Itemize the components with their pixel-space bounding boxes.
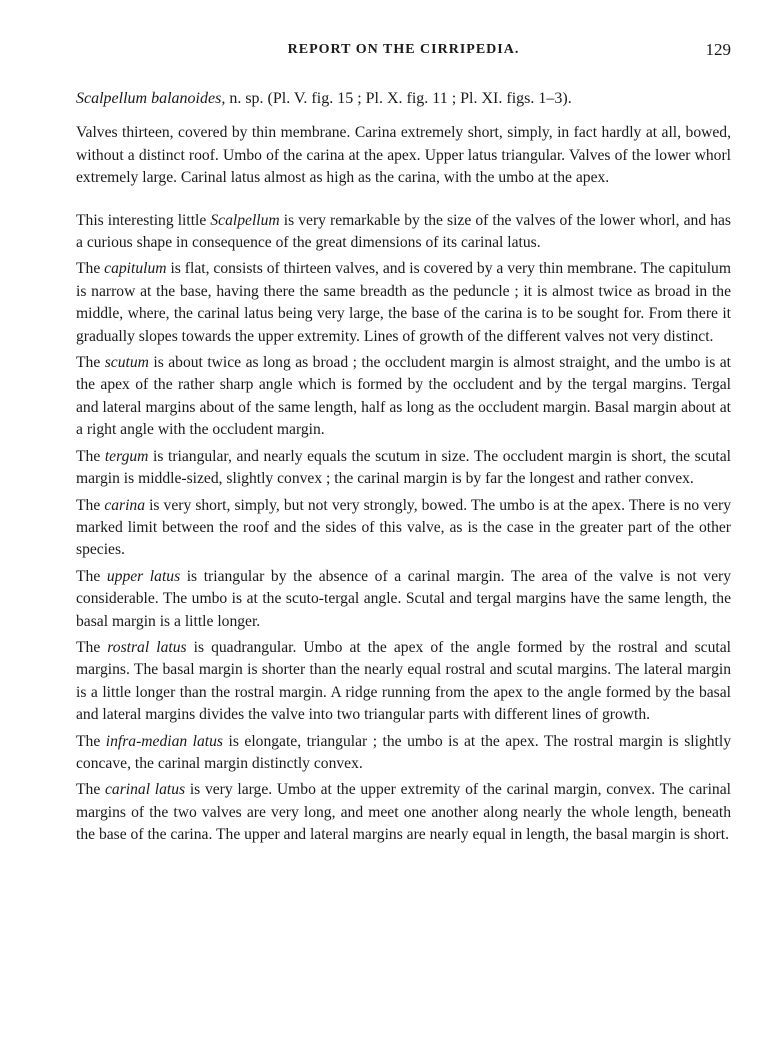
species-heading bbox=[76, 88, 731, 110]
text-run: The bbox=[76, 496, 105, 514]
italic-term: carinal latus bbox=[104, 781, 186, 799]
text-run: is very short, simply, but not very strongly, bowed. The umbo is at the apex. There is no very marked limit between the roof and the sides of this valve, as is the case in the greater part of the other species. bbox=[76, 496, 731, 559]
body-text bbox=[76, 88, 731, 851]
text-run: is about twice as long as broad ; the occludent margin is almost straight, and the umbo is at the apex of the rather sharp angle which is formed by the occludent and by the tergal margins. Tergal and lateral margins about of the same length, half as long as the occludent margin. Basal margin about at a right angle with the occludent margin. bbox=[76, 354, 731, 439]
text-run: is very large. Umbo at the upper extremity of the carinal margin, convex. The carinal margins of the two valves are very long, and meet one another along nearly the whole length, beneath the base of the carina. The upper and lateral margins are nearly equal in length, the basal margin is short. bbox=[76, 781, 731, 844]
paragraph-carinal-latus bbox=[76, 779, 731, 846]
page-number: 129 bbox=[705, 40, 731, 59]
running-head: REPORT ON THE CIRRIPEDIA. bbox=[287, 42, 520, 57]
text-run: The bbox=[76, 354, 105, 372]
paragraph-infra-median-latus bbox=[76, 731, 731, 776]
italic-term: upper latus bbox=[106, 567, 181, 585]
species-name: Scalpellum balanoides, bbox=[76, 90, 226, 107]
text-run: is triangular, and nearly equals the scutum in size. The occludent margin is short, the scutal margin is middle-sized, slightly convex ; the carinal margin is by far the longest and rather convex. bbox=[76, 447, 731, 488]
paragraph-capitulum bbox=[76, 258, 731, 348]
text-run: is very remarkable by the size of the valves of the lower whorl, and has a curious shape in consequence of the great dimensions of its carinal latus. bbox=[76, 211, 731, 252]
italic-term: Scalpellum bbox=[210, 211, 280, 229]
text-run: The bbox=[76, 260, 105, 278]
page-header bbox=[76, 40, 731, 64]
text-run: The bbox=[76, 567, 107, 585]
italic-term: capitulum bbox=[104, 260, 167, 278]
italic-term: scutum bbox=[104, 354, 149, 372]
text-run: The bbox=[76, 732, 106, 750]
italic-term: rostral latus bbox=[107, 638, 187, 656]
text-run: The bbox=[76, 447, 105, 465]
text-run: is flat, consists of thirteen valves, and is covered by a very thin membrane. The capitulum is narrow at the base, having there the same breadth as the peduncle ; it is almost twice as broad in the middle, where, the carinal latus being very large, the base of the carina is to be sought for. From there it gradually slopes towards the upper extremity. Lines of growth of the different valves not very distinct. bbox=[76, 260, 731, 345]
text-run: is quadrangular. Umbo at the apex of the angle formed by the rostral and scutal margins. The basal margin is shorter than the nearly equal rostral and scutal margins. The lateral margin is a little longer than the rostral margin. A ridge running from the apex to the angle formed by the basal and lateral margins divides the valve into two triangular parts with different lines of growth. bbox=[76, 638, 731, 724]
plate-references: n. sp. (Pl. V. fig. 15 ; Pl. X. fig. 11 ; Pl. XI. figs. 1–3). bbox=[225, 90, 572, 107]
paragraph-upper-latus bbox=[76, 566, 731, 633]
paragraph-intro bbox=[76, 210, 731, 255]
paragraph-carina bbox=[76, 495, 731, 562]
text-run: This interesting little bbox=[76, 211, 211, 229]
paragraph-tergum bbox=[76, 446, 731, 491]
diagnosis-paragraph: Valves thirteen, covered by thin membrane. Carina extremely short, simply, in fact hardly at all, bowed, without a distinct roof. Umbo of the carina at the apex. Upper latus triangular. Valves of the lower whorl extremely large. Carinal latus almost as high as the carina, with the umbo at the apex. bbox=[76, 124, 731, 187]
italic-term: infra-median latus bbox=[105, 732, 223, 750]
paragraph-scutum bbox=[76, 352, 731, 442]
paragraph-rostral-latus bbox=[76, 637, 731, 727]
text-run: is elongate, triangular ; the umbo is at the apex. The rostral margin is slightly concave, the carinal margin distinctly convex. bbox=[76, 732, 731, 772]
italic-term: carina bbox=[104, 496, 146, 514]
text-run: The bbox=[76, 781, 105, 799]
text-run: is triangular by the absence of a carinal margin. The area of the valve is not very considerable. The umbo is at the scuto-tergal angle. Scutal and tergal margins have the same length, the basal margin is a little longer. bbox=[76, 567, 731, 630]
text-run: The bbox=[76, 638, 108, 656]
italic-term: tergum bbox=[104, 447, 149, 465]
